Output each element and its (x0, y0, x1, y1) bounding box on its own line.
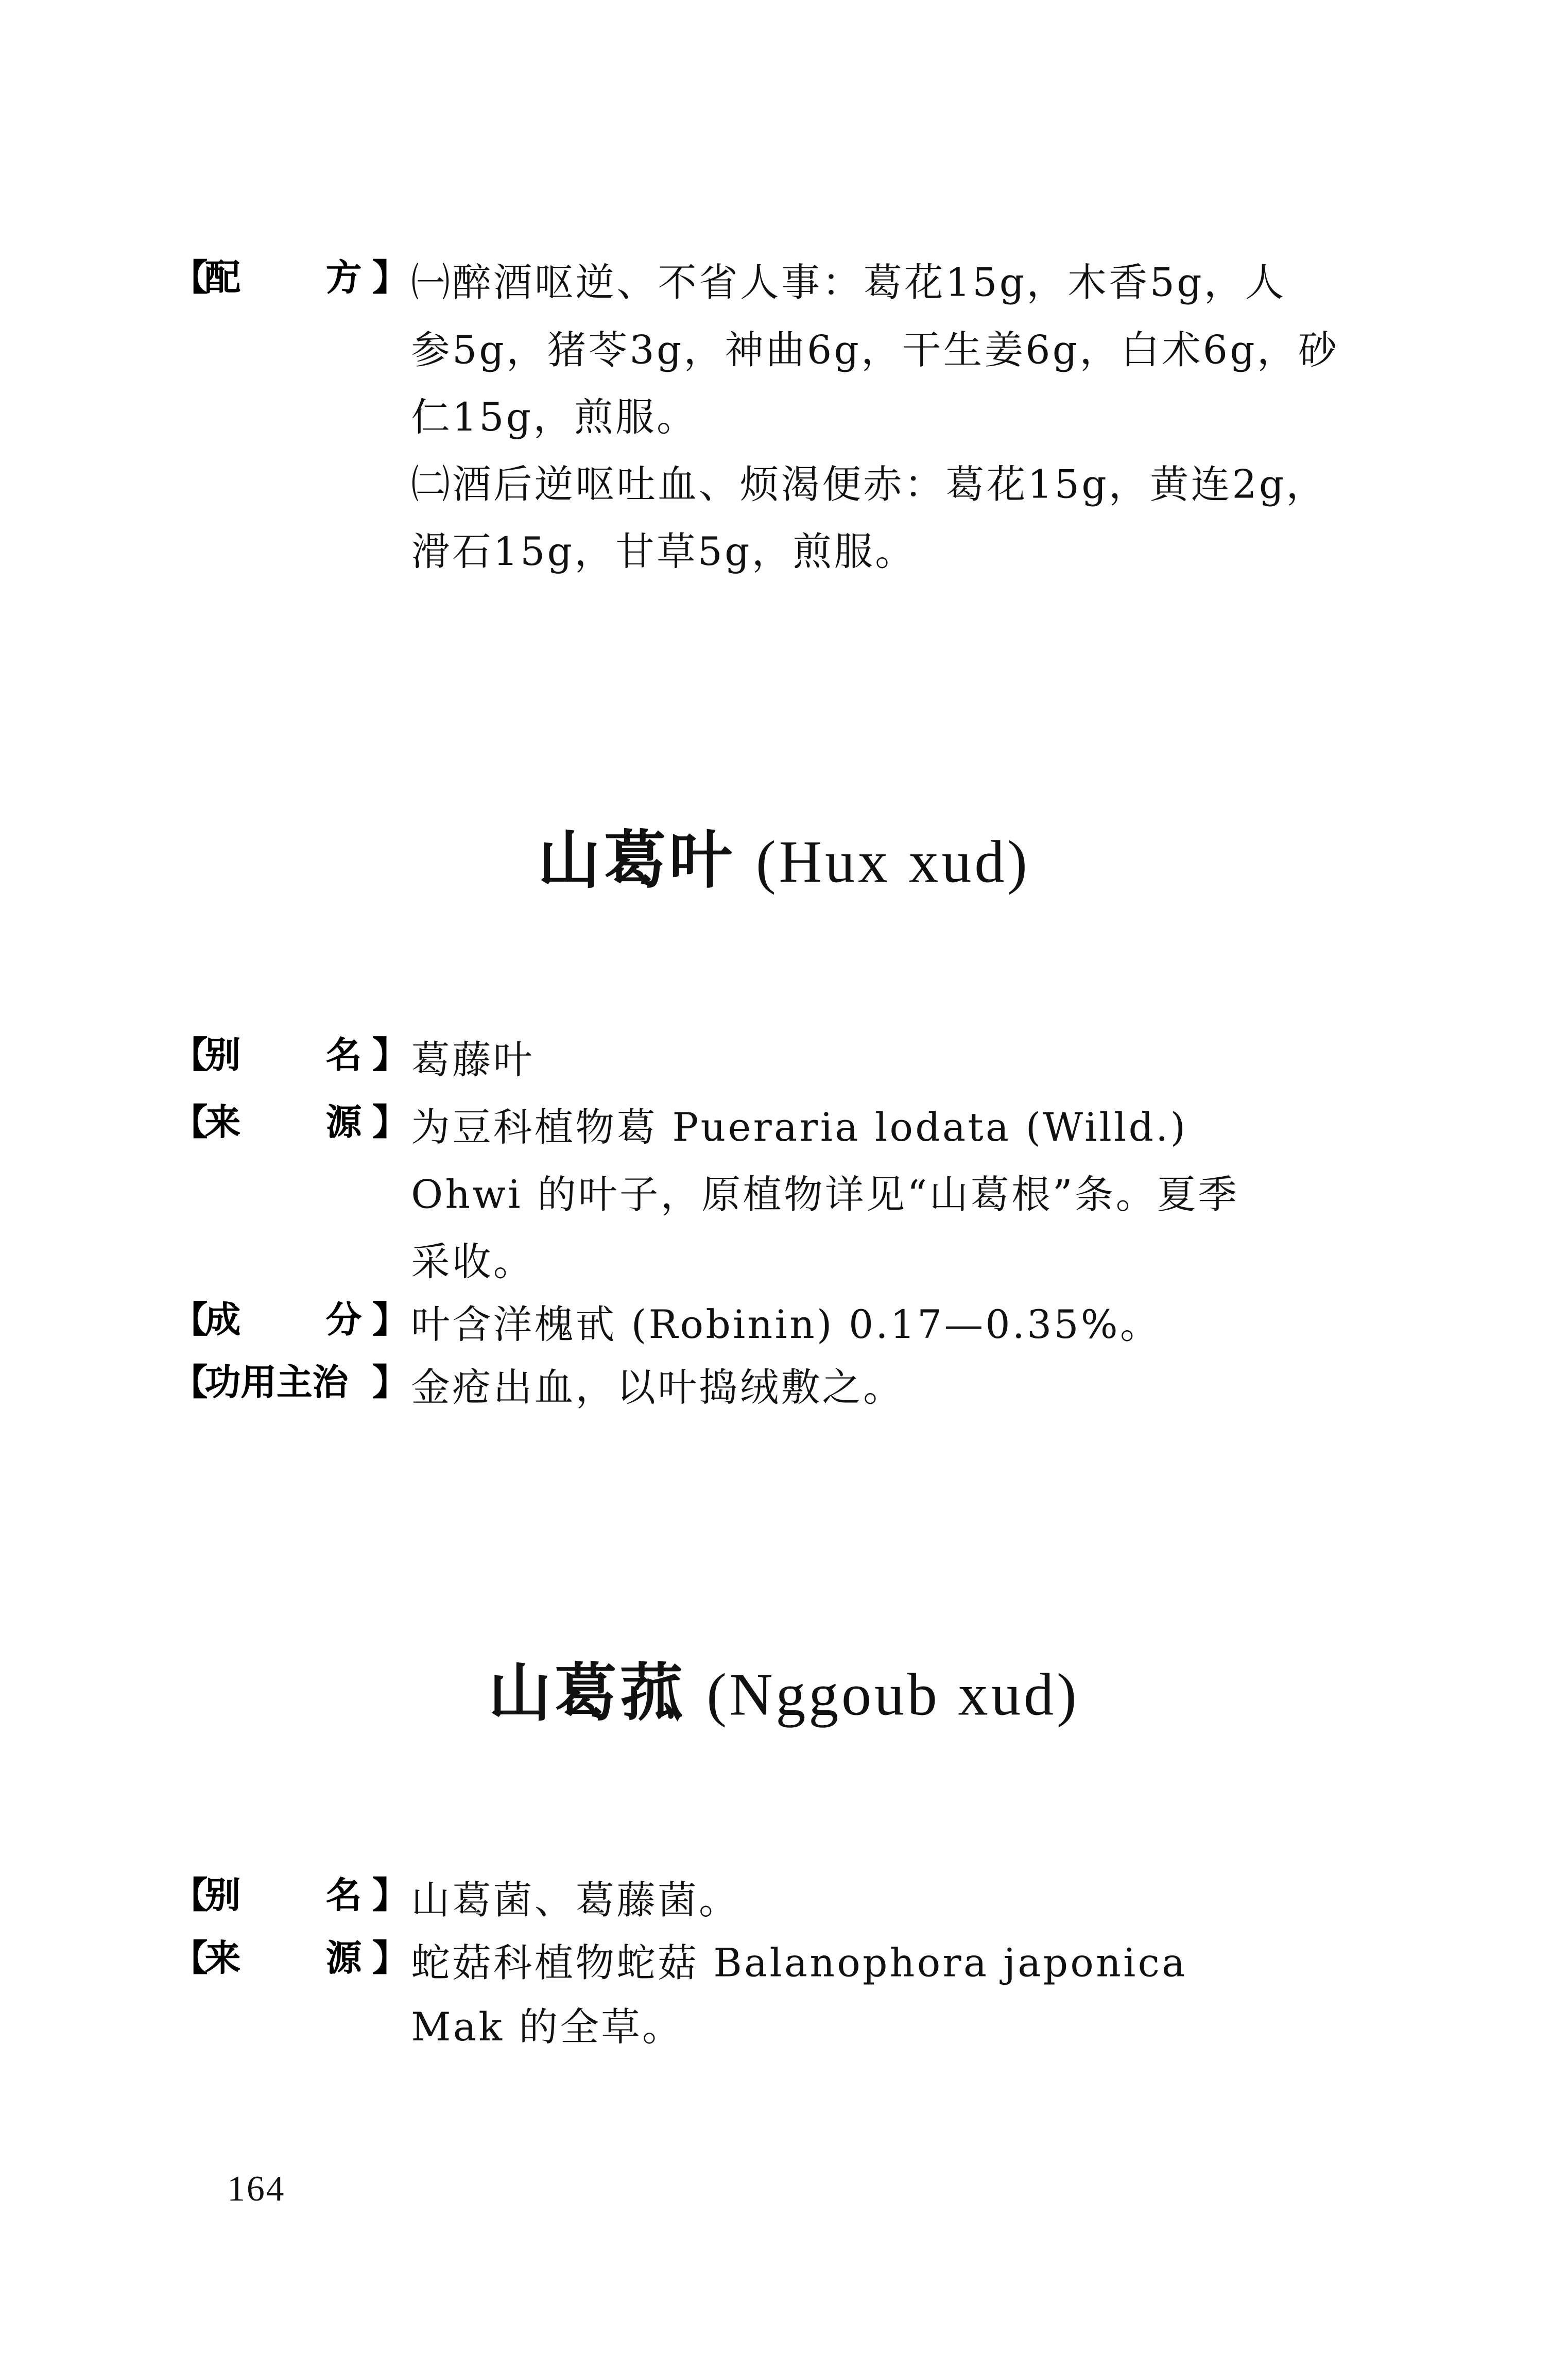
label-close-bracket: 】 (372, 1937, 408, 1980)
entry-1-source-line-2: Ohwi 的叶子，原植物详见“山葛根”条。夏季 (411, 1173, 1239, 1218)
label-open-bracket: 【 (171, 1874, 208, 1917)
composition-label-char-2: 分 (325, 1299, 362, 1341)
formula-label (172, 251, 411, 305)
entry-1-source-label (172, 1096, 411, 1149)
entry-2-source-line-2: Mak 的全草。 (411, 2006, 683, 2051)
label-close-bracket: 】 (372, 257, 408, 299)
entry-1-composition-label (172, 1293, 411, 1347)
entry-1-alias-row (172, 1028, 1368, 1096)
label-open-bracket: 【 (171, 1362, 208, 1404)
formula-line-5: 滑石15g，甘草5g，煎服。 (411, 530, 917, 576)
label-close-bracket: 】 (372, 1874, 408, 1917)
entry-1-source-line-1: 为豆科植物葛 Pueraria lodata (Willd.) (411, 1106, 1188, 1152)
alias-label-char-2: 名 (325, 1874, 362, 1917)
composition-label-char-1: 成 (204, 1299, 241, 1341)
entry-1-title (0, 812, 1568, 901)
source-label-char-2: 源 (325, 1937, 362, 1980)
entry-1-alias-label (172, 1028, 411, 1082)
label-open-bracket: 【 (171, 257, 208, 299)
entry-2-alias-row (172, 1868, 1368, 1936)
formula-row (172, 251, 1368, 319)
entry-2-title (0, 1644, 1568, 1734)
entry-1-uses-label (172, 1356, 411, 1410)
formula-line-2: 参5g，猪苓3g，神曲6g，干生姜6g，白术6g，砂 (411, 329, 1339, 374)
source-label-char-1: 来 (204, 1102, 241, 1144)
label-open-bracket: 【 (171, 1102, 208, 1144)
alias-label-char-2: 名 (325, 1034, 362, 1076)
label-close-bracket: 】 (372, 1362, 408, 1404)
entry-2-alias-text: 山葛菌、葛藤菌。 (411, 1879, 740, 1924)
label-close-bracket: 】 (372, 1102, 408, 1144)
alias-label-char-1: 别 (204, 1874, 241, 1917)
label-close-bracket: 】 (372, 1299, 408, 1341)
page-number: 164 (227, 2170, 286, 2210)
entry-1-source-line-3: 采收。 (411, 1241, 535, 1286)
entry-1-composition-row (172, 1293, 1368, 1361)
label-close-bracket: 】 (372, 1034, 408, 1076)
entry-1-title-chinese: 山葛叶 (538, 823, 735, 897)
alias-label-char-1: 别 (204, 1034, 241, 1076)
entry-2-title-latin: (Nggoub xud) (707, 1660, 1080, 1728)
entry-1-uses-row (172, 1356, 1368, 1424)
entry-2-source-row (172, 1931, 1368, 1999)
entry-1-composition-text: 叶含洋槐甙 (Robinin) 0.17—0.35%。 (411, 1303, 1161, 1349)
entry-1-title-latin: (Hux xud) (755, 828, 1030, 896)
entry-1-source-row (172, 1096, 1368, 1164)
entry-2-source-label (172, 1931, 411, 1985)
entry-2-alias-label (172, 1868, 411, 1922)
label-open-bracket: 【 (171, 1299, 208, 1341)
formula-line-3: 仁15g，煎服。 (411, 396, 698, 441)
source-label-char-2: 源 (325, 1102, 362, 1144)
entry-2-title-chinese: 山葛菰 (488, 1656, 686, 1730)
source-label-char-1: 来 (204, 1937, 241, 1980)
formula-label-char-2: 方 (325, 257, 362, 299)
formula-line-4: ㈡酒后逆呕吐血、烦渴便赤：葛花15g，黄连2g， (411, 463, 1328, 508)
formula-line-1: ㈠醉酒呕逆、不省人事：葛花15g，木香5g，人 (411, 261, 1286, 307)
entry-1-alias-text: 葛藤叶 (411, 1039, 535, 1084)
uses-label-text: 功用主治 (204, 1362, 349, 1404)
entry-2-source-line-1: 蛇菇科植物蛇菇 Balanophora japonica (411, 1942, 1187, 1987)
formula-label-char-1: 配 (204, 257, 241, 299)
entry-1-uses-text: 金疮出血，以叶捣绒敷之。 (411, 1366, 905, 1412)
label-open-bracket: 【 (171, 1034, 208, 1076)
label-open-bracket: 【 (171, 1937, 208, 1980)
